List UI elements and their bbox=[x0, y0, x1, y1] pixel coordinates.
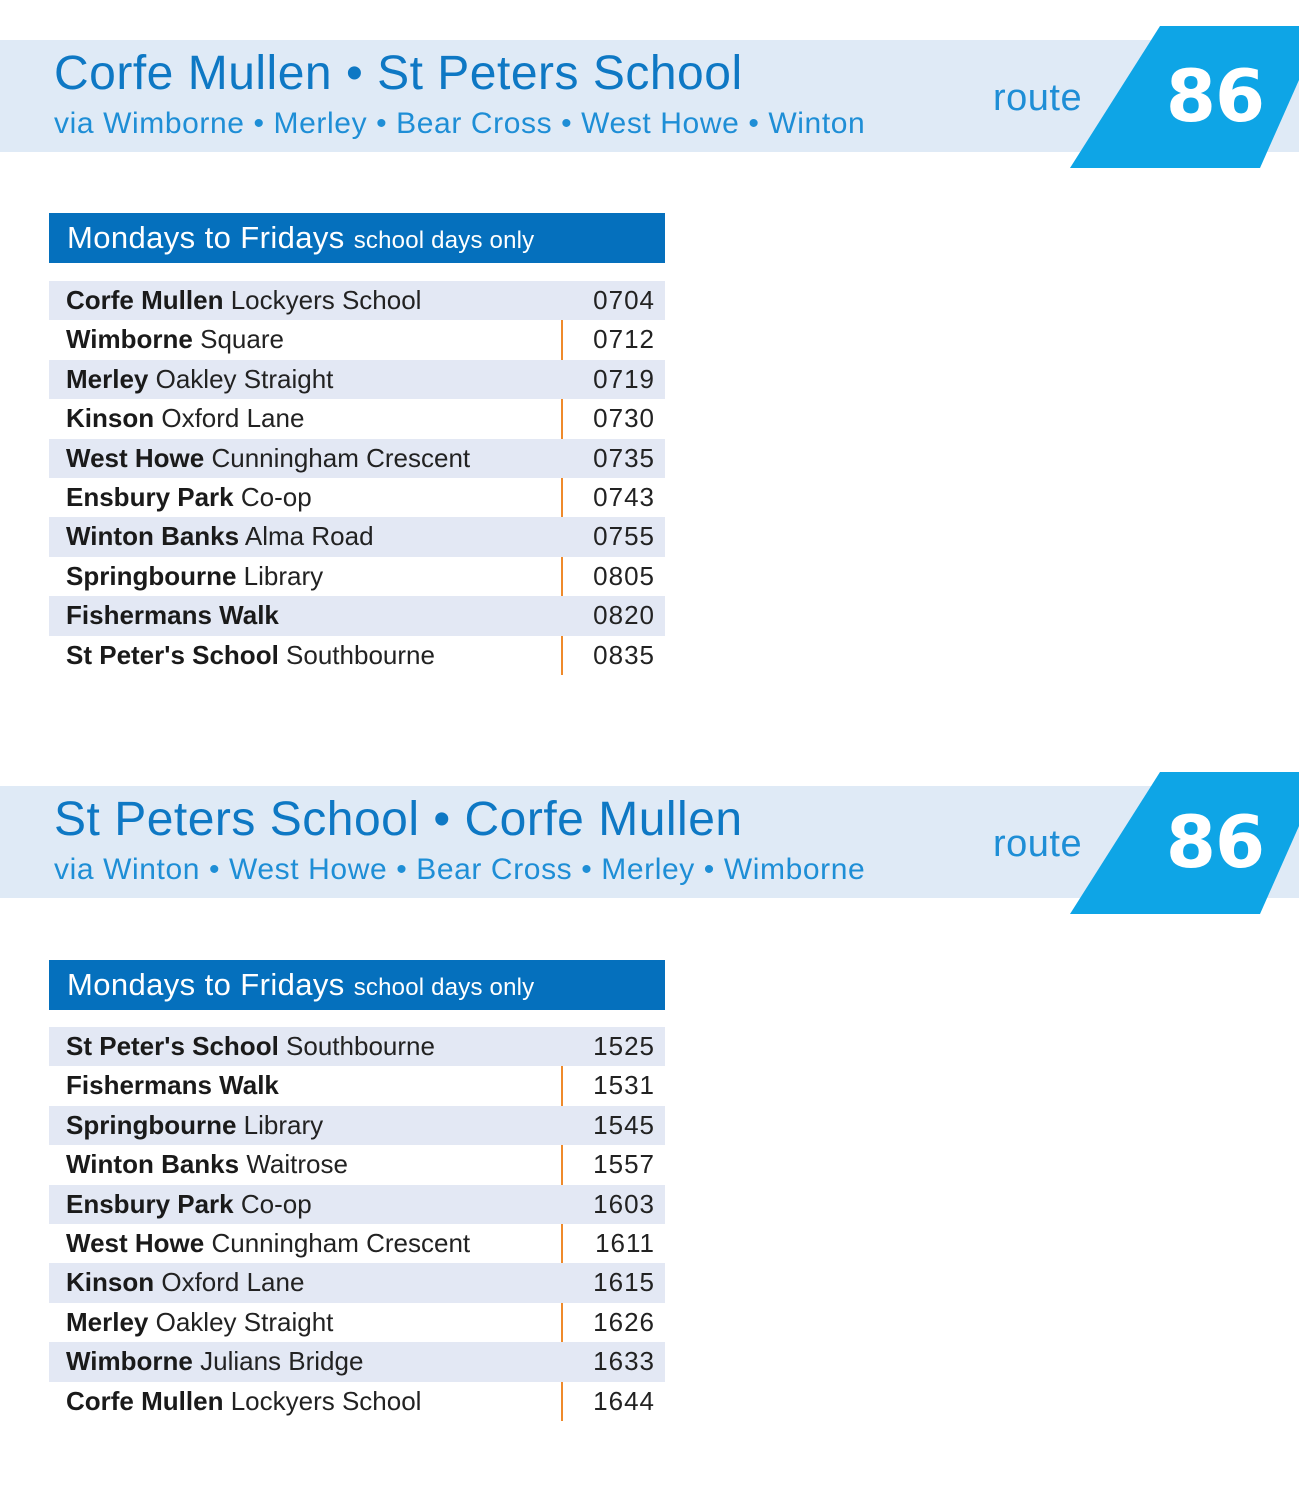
table-row bbox=[49, 1382, 665, 1421]
days-small-label: school days only bbox=[353, 974, 535, 1001]
stop-name: St Peter's School Southbourne bbox=[66, 1031, 435, 1061]
departure-time: 1633 bbox=[593, 1346, 655, 1377]
departure-time: 1615 bbox=[593, 1267, 655, 1298]
table-row bbox=[49, 320, 665, 359]
table-row bbox=[49, 557, 665, 596]
departure-time: 1603 bbox=[593, 1188, 655, 1219]
route-number: 86 bbox=[1165, 800, 1265, 884]
route-via: via Winton • West Howe • Bear Cross • Merley • Wimborne bbox=[54, 853, 866, 886]
table-row bbox=[49, 1303, 665, 1342]
table-row bbox=[49, 1145, 665, 1184]
route-title: St Peters School • Corfe Mullen bbox=[54, 793, 743, 846]
stop-name: Ensbury Park Co-op bbox=[66, 481, 312, 512]
days-main-label: Mondays to Fridays bbox=[67, 967, 345, 1002]
table-row bbox=[49, 439, 665, 478]
timetable bbox=[49, 281, 665, 675]
route-via: via Wimborne • Merley • Bear Cross • West Howe • Winton bbox=[54, 107, 866, 140]
stop-name: Kinson Oxford Lane bbox=[66, 1267, 305, 1298]
table-row bbox=[49, 1027, 665, 1066]
table-row bbox=[49, 360, 665, 399]
stop-name: Wimborne Square bbox=[66, 324, 284, 355]
route-title: Corfe Mullen • St Peters School bbox=[54, 47, 743, 100]
departure-time: 1531 bbox=[593, 1070, 655, 1101]
departure-time: 1525 bbox=[593, 1031, 655, 1061]
days-main-label: Mondays to Fridays bbox=[67, 220, 345, 255]
departure-time: 1626 bbox=[593, 1306, 655, 1337]
stop-name: West Howe Cunningham Crescent bbox=[66, 1227, 471, 1258]
stop-name: Springbourne Library bbox=[66, 560, 324, 591]
stop-name: Corfe Mullen Lockyers School bbox=[66, 285, 422, 315]
days-header bbox=[49, 960, 665, 1010]
table-row bbox=[49, 399, 665, 438]
table-row bbox=[49, 478, 665, 517]
stop-name: Ensbury Park Co-op bbox=[66, 1188, 312, 1219]
table-row bbox=[49, 596, 665, 635]
departure-time: 1644 bbox=[593, 1385, 655, 1416]
departure-time: 0835 bbox=[593, 639, 655, 670]
departure-time: 0712 bbox=[593, 324, 655, 355]
stop-name: St Peter's School Southbourne bbox=[66, 639, 435, 670]
departure-time: 0719 bbox=[593, 363, 655, 394]
route-number: 86 bbox=[1165, 54, 1265, 138]
stop-name: Winton Banks Alma Road bbox=[66, 521, 374, 552]
stop-name: Corfe Mullen Lockyers School bbox=[66, 1385, 422, 1416]
route-label: route bbox=[993, 77, 1083, 119]
stop-name: Springbourne Library bbox=[66, 1109, 324, 1140]
table-row bbox=[49, 1263, 665, 1302]
table-row bbox=[49, 517, 665, 556]
table-row bbox=[49, 1342, 665, 1381]
table-row bbox=[49, 1185, 665, 1224]
stop-name: Wimborne Julians Bridge bbox=[66, 1346, 364, 1377]
departure-time: 0755 bbox=[593, 521, 655, 552]
departure-time: 0730 bbox=[593, 403, 655, 434]
table-row bbox=[49, 1066, 665, 1105]
stop-name: Winton Banks Waitrose bbox=[66, 1149, 348, 1180]
stop-name: West Howe Cunningham Crescent bbox=[66, 442, 471, 473]
timetable-section-outbound bbox=[0, 26, 1299, 696]
departure-time: 1611 bbox=[595, 1227, 655, 1258]
departure-time: 1557 bbox=[593, 1149, 655, 1180]
timetable bbox=[49, 1027, 665, 1421]
table-row bbox=[49, 1106, 665, 1145]
table-row bbox=[49, 1224, 665, 1263]
departure-time: 1545 bbox=[593, 1109, 655, 1140]
departure-time: 0805 bbox=[593, 560, 655, 591]
route-label: route bbox=[993, 823, 1083, 865]
departure-time: 0820 bbox=[593, 600, 655, 631]
departure-time: 0704 bbox=[593, 285, 655, 315]
stop-name: Fishermans Walk bbox=[66, 600, 279, 631]
stop-name: Merley Oakley Straight bbox=[66, 1306, 334, 1337]
timetable-section-return bbox=[0, 772, 1299, 1442]
table-row bbox=[49, 636, 665, 675]
table-row bbox=[49, 281, 665, 320]
stop-name: Fishermans Walk bbox=[66, 1070, 279, 1101]
departure-time: 0743 bbox=[593, 481, 655, 512]
days-small-label: school days only bbox=[353, 227, 535, 254]
departure-time: 0735 bbox=[593, 442, 655, 473]
stop-name: Merley Oakley Straight bbox=[66, 363, 334, 394]
days-header bbox=[49, 213, 665, 263]
stop-name: Kinson Oxford Lane bbox=[66, 403, 305, 434]
